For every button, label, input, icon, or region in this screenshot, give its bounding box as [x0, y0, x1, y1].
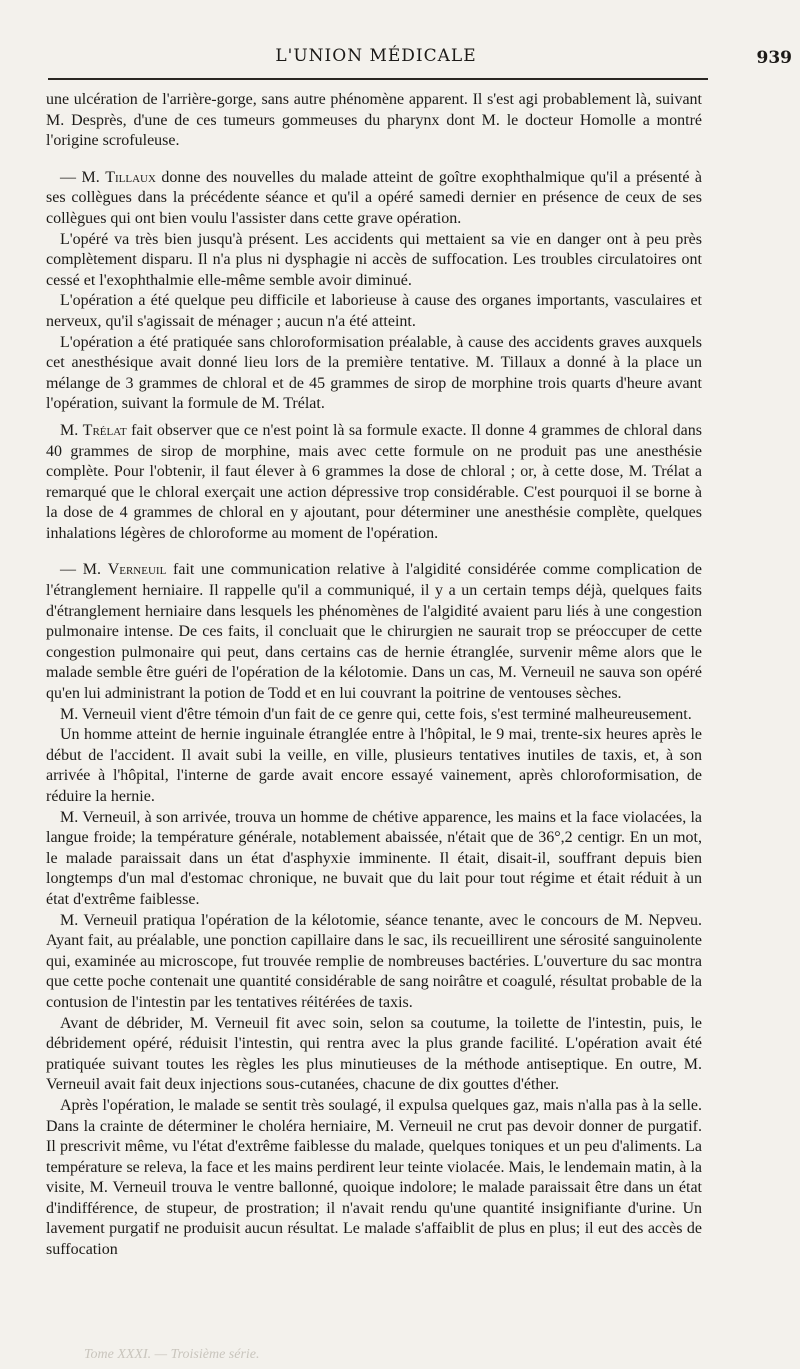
paragraph: Un homme atteint de hernie inguinale étranglée entre à l'hôpital, le 9 mai, trente-six heures après le début de l'accident. Il avait subi la veille, en ville, plusieurs tentatives inutiles de taxis, et, à son arrivée à l'hôpital, l'interne de garde avait encore essayé vainement, après chloroformisation, de réduire la hernie. [46, 726, 702, 805]
paragraph: Avant de débrider, M. Verneuil fit avec soin, selon sa coutume, la toilette de l'intestin, puis, le débridement opéré, réduisit l'intestin, qui rentra avec la plus grande facilité. L'opération avait été pratiquée suivant toutes les règles les plus minutieuses de la méthode antiseptique. En outre, M. Verneuil avait fait deux injections sous-cutanées, chacune de dix gouttes d'éther. [46, 1014, 702, 1094]
paragraph: — M. Tillaux donne des nouvelles du malade atteint de goître exophthalmique qu'il a présenté à ses collègues dans la précédente séance et qu'il a opéré samedi dernier en présence de ceux de ses collègues qui ont bien voulu l'assister dans cette grave opération. [46, 168, 703, 227]
speaker-name: Verneuil [107, 561, 167, 579]
page-header [48, 46, 792, 76]
paragraph: M. Verneuil pratiqua l'opération de la kélotomie, séance tenante, avec le concours de M. Nepveu. Ayant fait, au préalable, une ponction capillaire dans le sac, ils recueillirent une sérosité sanguinolente qui, examinée au microscope, fut trouvée remplie de nombreuses bactéries. L'ouverture du sac montra que cette poche contenait une quantité considérable de sang noirâtre et coagulé, résultat probable de la contusion de l'intestin par les tentatives réitérées de taxis. [46, 911, 702, 1011]
header-rule [48, 78, 708, 80]
paragraph: une ulcération de l'arrière-gorge, sans autre phénomène apparent. Il s'est agi probablement là, suivant M. Desprès, d'une de ces tumeurs gommeuses du pharynx dont M. le docteur Homolle a montré l'origine scrofuleuse. [46, 91, 702, 150]
article-body [46, 90, 702, 1261]
speaker-name: Trélat [82, 421, 127, 439]
paragraph: M. Trélat fait observer que ce n'est point là sa formule exacte. Il donne 4 grammes de chloral dans 40 grammes de sirop de morphine, mais avec cette formule on ne produit pas une anesthésie complète. Pour l'obtenir, il faut élever à 6 grammes la dose de chloral ; or, à cette dose, M. Trélat a remarqué que le chloral exerçait une action dépressive trop considérable. C'est pourquoi il se borne à la dose de 4 grammes de chloral en y ajoutant, pour déterminer une anesthésie complète, quelques inhalations légères de chloroforme au moment de l'opération. [46, 421, 702, 542]
running-title: L'UNION MÉDICALE [275, 46, 477, 66]
paragraph: — M. Verneuil fait une communication relative à l'algidité considérée comme complication de l'étranglement herniaire. Il rappelle qu'il a communiqué, il y a un certain temps déjà, quelques faits d'étranglement herniaire dans lesquels les phénomènes de l'algidité avaient paru liés à une congestion pulmonaire intense. De ces faits, il concluait que le chirurgien ne saurait trop se préoccuper de cette congestion pulmonaire qui peut, dans certains cas de hernie étranglée, survenir même alors que le malade semble être guéri de l'opération de la kélotomie. Dans un cas, M. Verneuil ne sauva son opéré qu'en lui administrant la potion de Todd et en lui couvrant la poitrine de ventouses sèches. [46, 561, 703, 703]
page-number: 939 [756, 48, 792, 68]
speaker-name: Tillaux [105, 168, 156, 186]
paragraph: L'opéré va très bien jusqu'à présent. Les accidents qui mettaient sa vie en danger ont à peu près complètement disparu. Il n'a plus ni dysphagie ni accès de suffocation. Les troubles circulatoires ont cessé et l'exophthalmie elle-même semble avoir diminué. [46, 230, 702, 289]
paragraph: Après l'opération, le malade se sentit très soulagé, il expulsa quelques gaz, mais n'alla pas à la selle. Dans la crainte de déterminer le choléra herniaire, M. Verneuil ne crut pas devoir donner de purgatif. Il prescrivit même, vu l'état d'extrême faiblesse du malade, quelques toniques et un peu d'aliments. La température se releva, la face et les mains perdirent leur teinte violacée. Mais, le lendemain matin, à la visite, M. Verneuil trouva le ventre ballonné, quoique indolore; le malade paraissait être dans un état d'indifférence, de stupeur, de prostration; il n'avait rendu qu'une quantité insignifiante d'urine. Un lavement purgatif ne produisit aucun résultat. Le malade s'affaiblit de plus en plus; il eut des accès de suffocation [46, 1096, 702, 1259]
paragraph: L'opération a été pratiquée sans chloroformisation préalable, à cause des accidents graves auxquels cet anesthésique avait donné lieu lors de la première tentative. M. Tillaux a donné à la place un mélange de 3 grammes de chloral et de 45 grammes de sirop de morphine trois quarts d'heure avant l'opération, suivant la formule de M. Trélat. [46, 333, 702, 413]
footer-signature: Tome XXXI. — Troisième série. [84, 1347, 260, 1362]
paragraph: L'opération a été quelque peu difficile et laborieuse à cause des organes importants, vasculaires et nerveux, qu'il s'agissait de ménager ; aucun n'a été atteint. [46, 292, 702, 330]
paragraph: M. Verneuil, à son arrivée, trouva un homme de chétive apparence, les mains et la face violacées, la langue froide; la température générale, notablement abaissée, n'était que de 36°,2 centigr. En un mot, le malade paraissait dans un état d'asphyxie imminente. Il était, disait-il, souffrant depuis bien longtemps d'un mal d'estomac chronique, ne buvait que du lait pour tout régime et était réduit à un état d'extrême faiblesse. [46, 808, 702, 908]
paragraph: M. Verneuil vient d'être témoin d'un fait de ce genre qui, cette fois, s'est terminé malheureusement. [60, 705, 692, 723]
